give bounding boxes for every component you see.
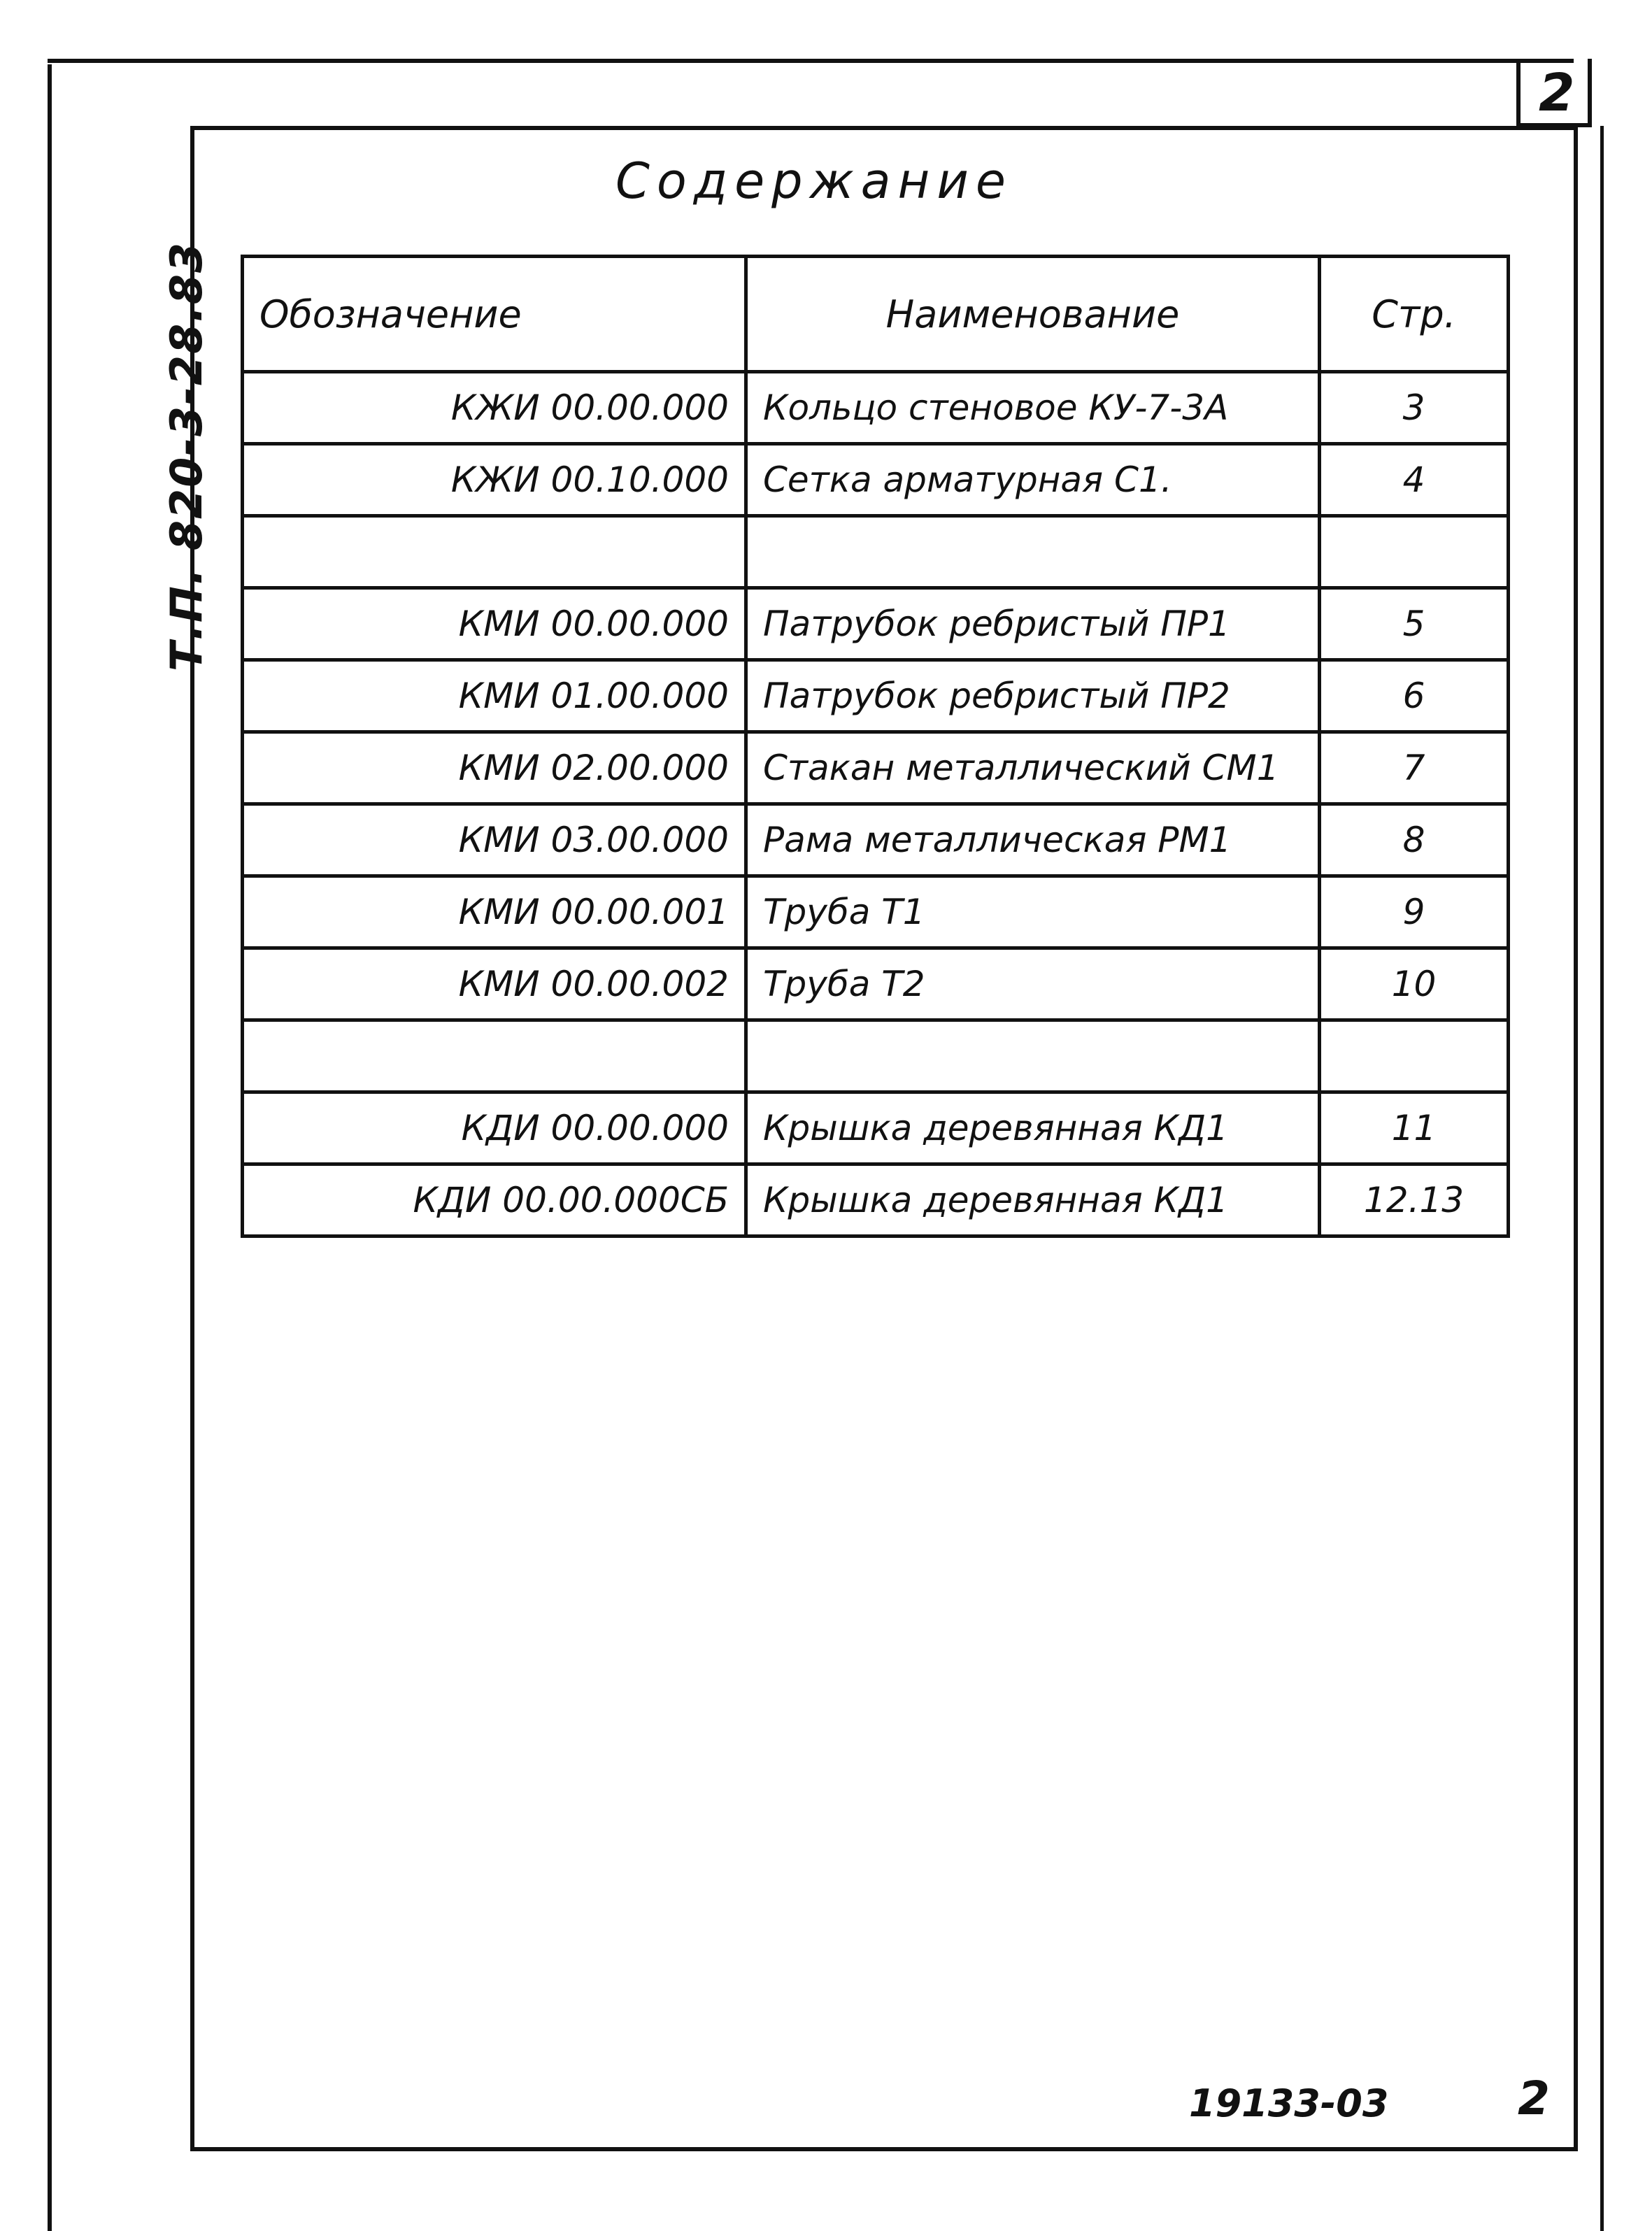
cell-name: Стакан металлический СМ1 xyxy=(746,732,1320,804)
table-row xyxy=(243,1164,1509,1236)
cell-page: 4 xyxy=(1320,444,1509,516)
cell-page: 9 xyxy=(1320,876,1509,948)
cell-name: Рама металлическая РМ1 xyxy=(746,804,1320,876)
contents-table xyxy=(241,255,1510,1238)
table-row xyxy=(243,372,1509,444)
cell-designation: КМИ 02.00.000 xyxy=(243,732,746,804)
cell-name: Кольцо стеновое КУ-7-3А xyxy=(746,372,1320,444)
table-header-row xyxy=(243,257,1509,372)
cell-name: Сетка арматурная С1. xyxy=(746,444,1320,516)
table-row xyxy=(243,876,1509,948)
cell-designation: КДИ 00.00.000 xyxy=(243,1092,746,1164)
cell-name: Труба Т2 xyxy=(746,948,1320,1020)
cell-page xyxy=(1320,1020,1509,1092)
header-designation: Обозначение xyxy=(243,257,746,372)
cell-page: 10 xyxy=(1320,948,1509,1020)
document-number: 19133-03 xyxy=(1189,2081,1389,2125)
cell-designation: КЖИ 00.00.000 xyxy=(243,372,746,444)
sheet-number: 2 xyxy=(1518,2072,1550,2125)
table-row xyxy=(243,732,1509,804)
cell-page: 5 xyxy=(1320,588,1509,660)
cell-designation: КМИ 00.00.000 xyxy=(243,588,746,660)
cell-designation: КМИ 03.00.000 xyxy=(243,804,746,876)
cell-page: 8 xyxy=(1320,804,1509,876)
cell-name: Труба Т1 xyxy=(746,876,1320,948)
table-row-empty xyxy=(243,516,1509,588)
table-row xyxy=(243,444,1509,516)
cell-page: 11 xyxy=(1320,1092,1509,1164)
table-row xyxy=(243,804,1509,876)
header-page: Стр. xyxy=(1320,257,1509,372)
cell-name: Крышка деревянная КД1 xyxy=(746,1092,1320,1164)
cell-name xyxy=(746,516,1320,588)
cell-designation: КДИ 00.00.000СБ xyxy=(243,1164,746,1236)
sheet-top-border xyxy=(48,59,1574,63)
cell-name: Патрубок ребристый ПР1 xyxy=(746,588,1320,660)
cell-page: 3 xyxy=(1320,372,1509,444)
cell-page xyxy=(1320,516,1509,588)
cell-page: 12.13 xyxy=(1320,1164,1509,1236)
cell-page: 7 xyxy=(1320,732,1509,804)
cell-name: Патрубок ребристый ПР2 xyxy=(746,660,1320,732)
project-code-vertical: Т.П. 820-3-28.83 xyxy=(161,241,212,671)
cell-designation xyxy=(243,1020,746,1092)
cell-designation: КЖИ 00.10.000 xyxy=(243,444,746,516)
table-row xyxy=(243,588,1509,660)
header-name: Наименование xyxy=(746,257,1320,372)
cell-designation: КМИ 01.00.000 xyxy=(243,660,746,732)
cell-designation xyxy=(243,516,746,588)
cell-page: 6 xyxy=(1320,660,1509,732)
cell-name xyxy=(746,1020,1320,1092)
cell-designation: КМИ 00.00.002 xyxy=(243,948,746,1020)
table-row xyxy=(243,660,1509,732)
table-row-empty xyxy=(243,1020,1509,1092)
cell-designation: КМИ 00.00.001 xyxy=(243,876,746,948)
sheet-left-border xyxy=(48,64,52,2231)
table-row xyxy=(243,948,1509,1020)
table-row xyxy=(243,1092,1509,1164)
page-title: Содержание xyxy=(615,152,1013,210)
corner-page-number: 2 xyxy=(1539,63,1575,123)
cell-name: Крышка деревянная КД1 xyxy=(746,1164,1320,1236)
sheet-right-border xyxy=(1600,126,1604,2231)
